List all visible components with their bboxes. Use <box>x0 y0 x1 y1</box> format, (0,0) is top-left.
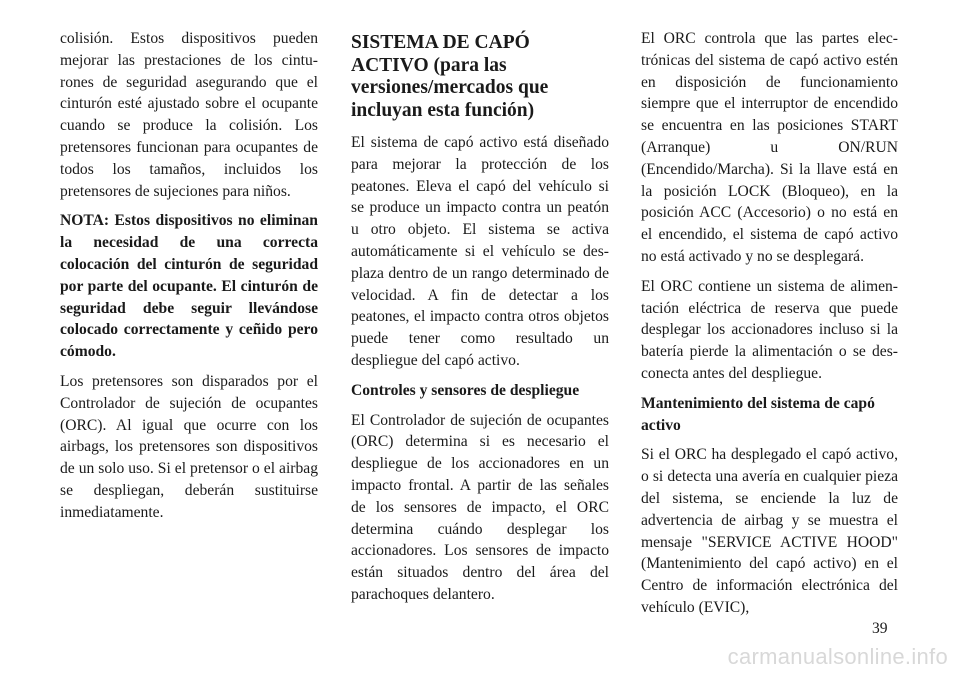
body-paragraph: Si el ORC ha desplegado el capó activo, o si detecta una avería en cualquier pieza del sistema, se enciende la luz de advertencia de airbag y se muestra el mensaje "SERVICE ACTIVE HOOD" (Mantenimiento del capó activo) en el Centro de información electrónica del vehículo (EVIC), <box>641 446 898 616</box>
body-paragraph: El ORC contiene un sistema de alimentación eléctrica de reserva que puede desplegar los accionadores incluso si la batería pierde la alimentación o se desconecta antes del despliegue. <box>641 277 898 382</box>
note-paragraph: NOTA: Estos dispositivos no eliminan la necesidad de una correcta colocación del cinturón de seguridad por parte del ocupante. El cinturón de seguridad debe seguir llevándose colocado correctamente y ceñido pero cómodo. <box>60 212 318 361</box>
body-paragraph: El ORC controla que las partes electrónicas del sistema de capó activo estén en disposición de funcionamiento siempre que el interruptor de encendido se encuentra en las posiciones START (Arranque) u ON/RUN (Encendido/Marcha). Si la llave está en la posición LOCK (Bloqueo), en la posición ACC (Accesorio) o no está en el encendido, el sistema de capó activo no está activado y no se desplegará. <box>641 30 898 265</box>
page-number: 39 <box>872 620 888 637</box>
column-left <box>60 28 318 532</box>
column-right <box>641 28 898 627</box>
section-heading: SISTEMA DE CAPÓ ACTIVO (para las versiones/mercados que incluyan esta función) <box>351 32 549 121</box>
subsection-heading: Mantenimiento del sistema de capó activo <box>641 394 875 434</box>
column-middle <box>351 28 609 614</box>
body-paragraph: Los pretensores son disparados por el Controlador de sujeción de ocupantes (ORC). Al igual que ocurre con los airbags, los pretensores son dispositivos de un solo uso. Si el pretensor o el airbag se despliegan, deberán sustituirse inmediatamente. <box>60 372 318 521</box>
subsection-heading: Controles y sensores de despliegue <box>351 381 580 399</box>
body-paragraph: El sistema de capó activo está diseñado para mejorar la protección de los peatones. Eleva el capó del vehículo si se produce un impacto contra un peatón u otro objeto. El sistema se activa automáticamente si el vehículo se desplaza dentro de un rango determinado de velocidad. A fin de detectar a los peatones, el impacto contra otros objetos puede tener como resultado un despliegue del capó activo. <box>351 134 609 369</box>
watermark: carmanualsonline.info <box>727 644 948 669</box>
body-paragraph: El Controlador de sujeción de ocupantes (ORC) determina si es necesario el despliegue de los accionadores en un impacto frontal. A partir de las señales de los sensores de impacto, el ORC determina cuándo desplegar los accionadores. Los sensores de impacto están situados dentro del área del parachoques delantero. <box>351 411 609 603</box>
body-paragraph: colisión. Estos dispositivos pueden mejorar las prestaciones de los cinturones de seguridad asegurando que el cinturón esté ajustado sobre el ocupante cuando se produce la colisión. Los pretensores funcionan para ocupantes de todos los tamaños, incluidos los pretensores de sujeciones para niños. <box>60 30 318 200</box>
